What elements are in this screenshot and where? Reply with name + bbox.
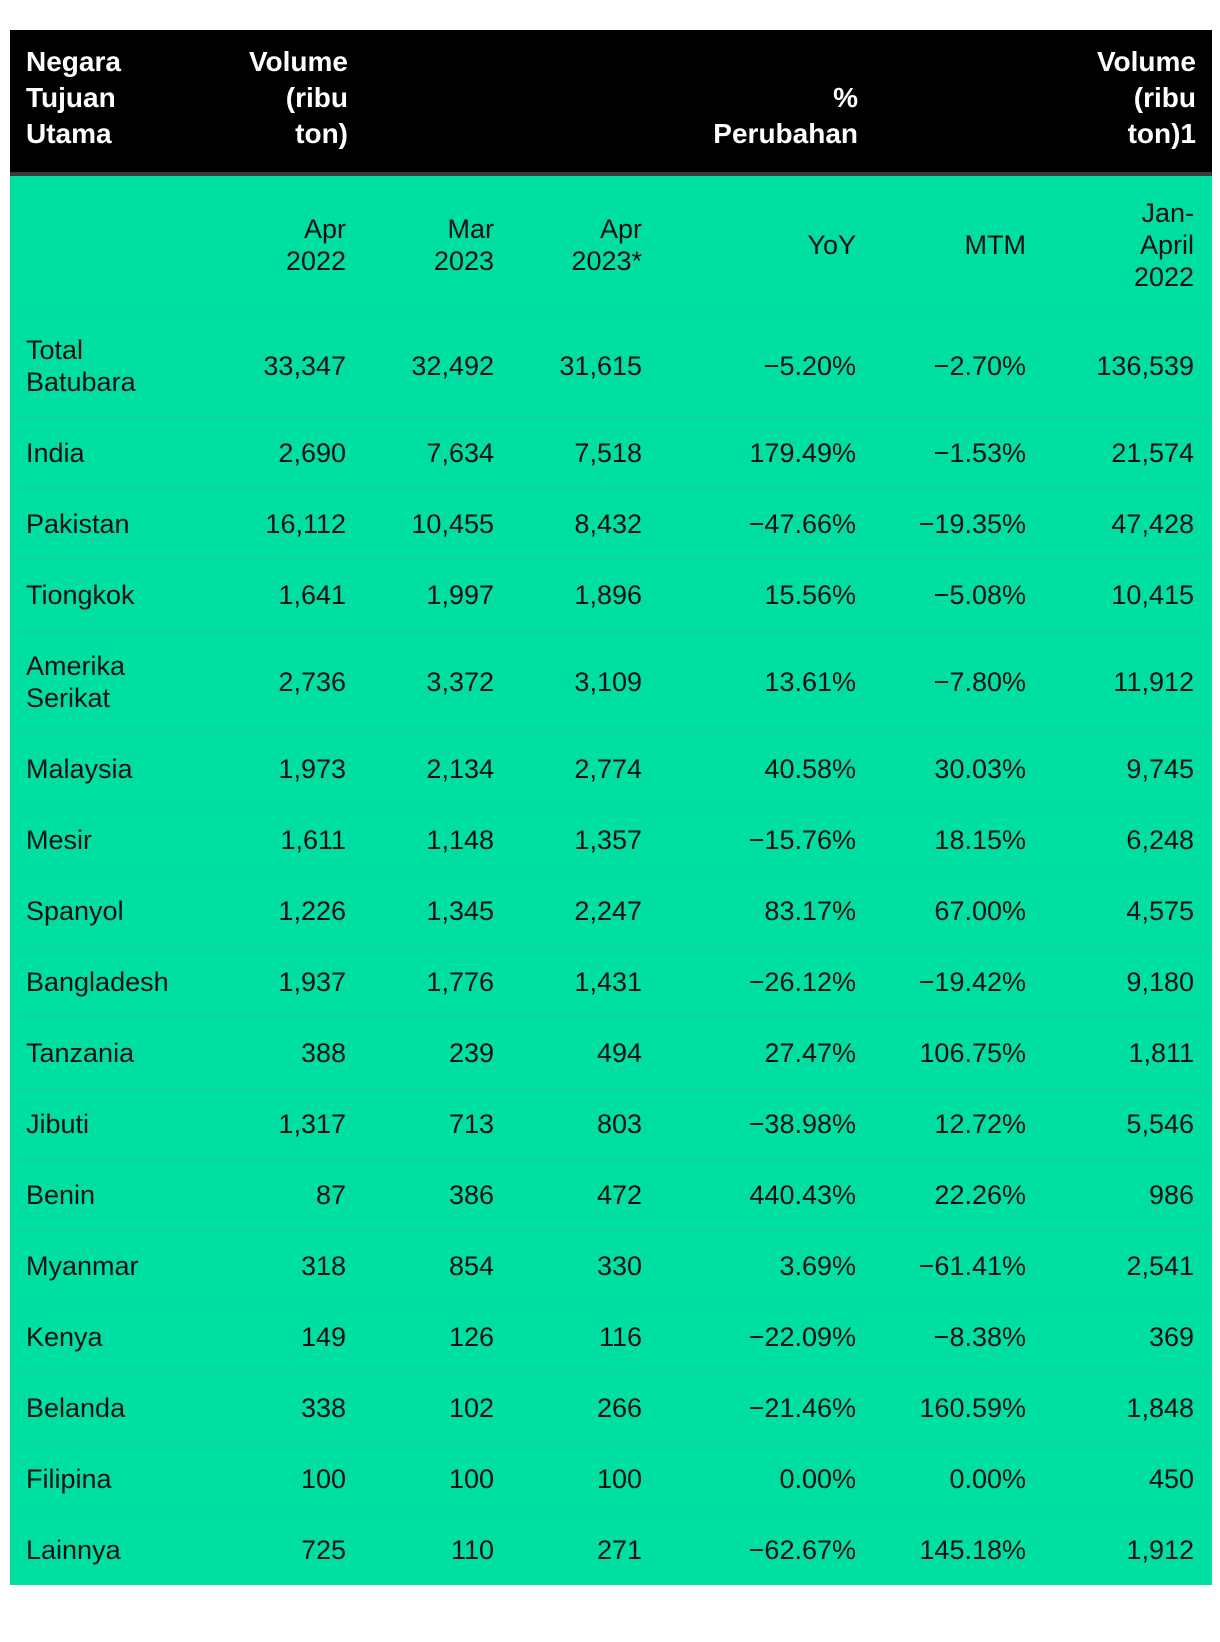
volume-apr-2022-cell: 1,937 <box>216 947 364 1018</box>
subheader-cell-mtm: MTM <box>874 174 1044 315</box>
yoy-change-cell: −15.76% <box>660 805 874 876</box>
volume-apr-2023-cell: 116 <box>512 1302 660 1373</box>
volume-jan-april-2022-cell: 6,248 <box>1044 805 1212 876</box>
volume-apr-2023-cell: 330 <box>512 1231 660 1302</box>
header-percent-change <box>660 30 874 174</box>
volume-apr-2023-cell: 2,774 <box>512 734 660 805</box>
volume-apr-2022-cell: 100 <box>216 1444 364 1515</box>
header-empty-2 <box>512 30 660 174</box>
country-cell: Tiongkok <box>10 560 216 631</box>
yoy-change-cell: 0.00% <box>660 1444 874 1515</box>
mtm-change-cell: −2.70% <box>874 315 1044 418</box>
volume-mar-2023-cell: 110 <box>364 1515 512 1586</box>
subheader-row <box>10 174 1212 315</box>
volume-mar-2023-cell: 239 <box>364 1018 512 1089</box>
yoy-change-cell: −38.98% <box>660 1089 874 1160</box>
volume-mar-2023-cell: 7,634 <box>364 418 512 489</box>
coal-export-table <box>10 30 1212 1585</box>
subheader-cell-country <box>10 174 216 315</box>
yoy-change-cell: 13.61% <box>660 631 874 734</box>
yoy-change-cell: −5.20% <box>660 315 874 418</box>
yoy-change-cell: 440.43% <box>660 1160 874 1231</box>
volume-apr-2022-cell: 388 <box>216 1018 364 1089</box>
volume-apr-2023-cell: 271 <box>512 1515 660 1586</box>
table-header <box>10 30 1212 174</box>
volume-apr-2023-cell: 100 <box>512 1444 660 1515</box>
volume-jan-april-2022-cell: 5,546 <box>1044 1089 1212 1160</box>
header-destination-country <box>10 30 216 174</box>
country-cell: Amerika Serikat <box>10 631 216 734</box>
volume-apr-2022-cell: 1,611 <box>216 805 364 876</box>
volume-mar-2023-cell: 102 <box>364 1373 512 1444</box>
country-cell: Tanzania <box>10 1018 216 1089</box>
volume-apr-2022-cell: 33,347 <box>216 315 364 418</box>
volume-mar-2023-cell: 100 <box>364 1444 512 1515</box>
table-row <box>10 1018 1212 1089</box>
volume-jan-april-2022-cell: 47,428 <box>1044 489 1212 560</box>
table-body <box>10 174 1212 1585</box>
volume-mar-2023-cell: 1,997 <box>364 560 512 631</box>
volume-apr-2023-cell: 1,431 <box>512 947 660 1018</box>
volume-mar-2023-cell: 1,148 <box>364 805 512 876</box>
header-percent-change-label: % Perubahan <box>713 82 858 149</box>
volume-apr-2023-cell: 266 <box>512 1373 660 1444</box>
volume-jan-april-2022-cell: 11,912 <box>1044 631 1212 734</box>
mtm-change-cell: −19.42% <box>874 947 1044 1018</box>
subheader-cell-mar-2023: Mar 2023 <box>364 174 512 315</box>
volume-mar-2023-cell: 32,492 <box>364 315 512 418</box>
volume-apr-2022-cell: 1,317 <box>216 1089 364 1160</box>
mtm-change-cell: 0.00% <box>874 1444 1044 1515</box>
country-cell: Total Batubara <box>10 315 216 418</box>
subheader-cell-jan-april-2022: Jan- April 2022 <box>1044 174 1212 315</box>
volume-mar-2023-cell: 1,345 <box>364 876 512 947</box>
yoy-change-cell: −62.67% <box>660 1515 874 1586</box>
mtm-change-cell: −61.41% <box>874 1231 1044 1302</box>
volume-mar-2023-cell: 1,776 <box>364 947 512 1018</box>
mtm-change-cell: −7.80% <box>874 631 1044 734</box>
volume-jan-april-2022-cell: 9,745 <box>1044 734 1212 805</box>
header-destination-country-label: Negara Tujuan Utama <box>26 46 121 149</box>
yoy-change-cell: 83.17% <box>660 876 874 947</box>
country-cell: Pakistan <box>10 489 216 560</box>
header-volume <box>216 30 364 174</box>
volume-apr-2022-cell: 87 <box>216 1160 364 1231</box>
table-row <box>10 1231 1212 1302</box>
volume-apr-2023-cell: 1,357 <box>512 805 660 876</box>
volume-apr-2022-cell: 725 <box>216 1515 364 1586</box>
mtm-change-cell: 18.15% <box>874 805 1044 876</box>
volume-apr-2023-cell: 2,247 <box>512 876 660 947</box>
country-cell: India <box>10 418 216 489</box>
table-row <box>10 560 1212 631</box>
country-cell: Belanda <box>10 1373 216 1444</box>
yoy-change-cell: 40.58% <box>660 734 874 805</box>
volume-mar-2023-cell: 854 <box>364 1231 512 1302</box>
mtm-change-cell: −8.38% <box>874 1302 1044 1373</box>
yoy-change-cell: −47.66% <box>660 489 874 560</box>
table-row <box>10 876 1212 947</box>
yoy-change-cell: 27.47% <box>660 1018 874 1089</box>
volume-jan-april-2022-cell: 1,912 <box>1044 1515 1212 1586</box>
table-row <box>10 734 1212 805</box>
mtm-change-cell: 30.03% <box>874 734 1044 805</box>
volume-jan-april-2022-cell: 136,539 <box>1044 315 1212 418</box>
volume-jan-april-2022-cell: 450 <box>1044 1444 1212 1515</box>
volume-jan-april-2022-cell: 1,848 <box>1044 1373 1212 1444</box>
country-cell: Lainnya <box>10 1515 216 1586</box>
volume-apr-2023-cell: 8,432 <box>512 489 660 560</box>
mtm-change-cell: −1.53% <box>874 418 1044 489</box>
yoy-change-cell: 3.69% <box>660 1231 874 1302</box>
volume-mar-2023-cell: 126 <box>364 1302 512 1373</box>
country-cell: Mesir <box>10 805 216 876</box>
volume-jan-april-2022-cell: 1,811 <box>1044 1018 1212 1089</box>
volume-jan-april-2022-cell: 10,415 <box>1044 560 1212 631</box>
volume-apr-2022-cell: 1,973 <box>216 734 364 805</box>
table-row <box>10 947 1212 1018</box>
table-row <box>10 1160 1212 1231</box>
volume-mar-2023-cell: 2,134 <box>364 734 512 805</box>
table-row <box>10 1302 1212 1373</box>
volume-jan-april-2022-cell: 2,541 <box>1044 1231 1212 1302</box>
coal-export-table-wrapper <box>10 30 1212 1585</box>
mtm-change-cell: 22.26% <box>874 1160 1044 1231</box>
volume-jan-april-2022-cell: 21,574 <box>1044 418 1212 489</box>
country-cell: Filipina <box>10 1444 216 1515</box>
volume-apr-2023-cell: 472 <box>512 1160 660 1231</box>
mtm-change-cell: 106.75% <box>874 1018 1044 1089</box>
volume-mar-2023-cell: 713 <box>364 1089 512 1160</box>
yoy-change-cell: −26.12% <box>660 947 874 1018</box>
yoy-change-cell: −21.46% <box>660 1373 874 1444</box>
table-row <box>10 418 1212 489</box>
header-empty-3 <box>874 30 1044 174</box>
volume-apr-2022-cell: 2,736 <box>216 631 364 734</box>
table-row <box>10 1089 1212 1160</box>
mtm-change-cell: 67.00% <box>874 876 1044 947</box>
volume-apr-2023-cell: 31,615 <box>512 315 660 418</box>
volume-apr-2022-cell: 16,112 <box>216 489 364 560</box>
yoy-change-cell: 15.56% <box>660 560 874 631</box>
volume-mar-2023-cell: 3,372 <box>364 631 512 734</box>
volume-apr-2022-cell: 318 <box>216 1231 364 1302</box>
volume-apr-2023-cell: 1,896 <box>512 560 660 631</box>
volume-apr-2022-cell: 1,226 <box>216 876 364 947</box>
table-row <box>10 1515 1212 1586</box>
volume-mar-2023-cell: 386 <box>364 1160 512 1231</box>
volume-apr-2023-cell: 494 <box>512 1018 660 1089</box>
volume-jan-april-2022-cell: 9,180 <box>1044 947 1212 1018</box>
table-row <box>10 1373 1212 1444</box>
country-cell: Kenya <box>10 1302 216 1373</box>
table-row <box>10 805 1212 876</box>
yoy-change-cell: 179.49% <box>660 418 874 489</box>
volume-apr-2022-cell: 1,641 <box>216 560 364 631</box>
country-cell: Malaysia <box>10 734 216 805</box>
header-volume-label: Volume (ribu ton) <box>248 46 348 149</box>
volume-jan-april-2022-cell: 986 <box>1044 1160 1212 1231</box>
table-row <box>10 1444 1212 1515</box>
volume-jan-april-2022-cell: 4,575 <box>1044 876 1212 947</box>
mtm-change-cell: 160.59% <box>874 1373 1044 1444</box>
table-row <box>10 489 1212 560</box>
mtm-change-cell: −19.35% <box>874 489 1044 560</box>
volume-apr-2023-cell: 803 <box>512 1089 660 1160</box>
volume-apr-2022-cell: 2,690 <box>216 418 364 489</box>
table-row <box>10 631 1212 734</box>
mtm-change-cell: −5.08% <box>874 560 1044 631</box>
header-row <box>10 30 1212 174</box>
mtm-change-cell: 145.18% <box>874 1515 1044 1586</box>
country-cell: Bangladesh <box>10 947 216 1018</box>
subheader-cell-apr-2023: Apr 2023* <box>512 174 660 315</box>
subheader-cell-apr-2022: Apr 2022 <box>216 174 364 315</box>
country-cell: Spanyol <box>10 876 216 947</box>
header-empty-1 <box>364 30 512 174</box>
header-volume-ytd <box>1044 30 1212 174</box>
country-cell: Myanmar <box>10 1231 216 1302</box>
header-volume-ytd-label: Volume (ribu ton)1 <box>1096 46 1196 149</box>
country-cell: Jibuti <box>10 1089 216 1160</box>
yoy-change-cell: −22.09% <box>660 1302 874 1373</box>
volume-apr-2023-cell: 7,518 <box>512 418 660 489</box>
country-cell: Benin <box>10 1160 216 1231</box>
volume-apr-2023-cell: 3,109 <box>512 631 660 734</box>
mtm-change-cell: 12.72% <box>874 1089 1044 1160</box>
subheader-cell-yoy: YoY <box>660 174 874 315</box>
volume-apr-2022-cell: 149 <box>216 1302 364 1373</box>
volume-apr-2022-cell: 338 <box>216 1373 364 1444</box>
volume-mar-2023-cell: 10,455 <box>364 489 512 560</box>
volume-jan-april-2022-cell: 369 <box>1044 1302 1212 1373</box>
table-row <box>10 315 1212 418</box>
